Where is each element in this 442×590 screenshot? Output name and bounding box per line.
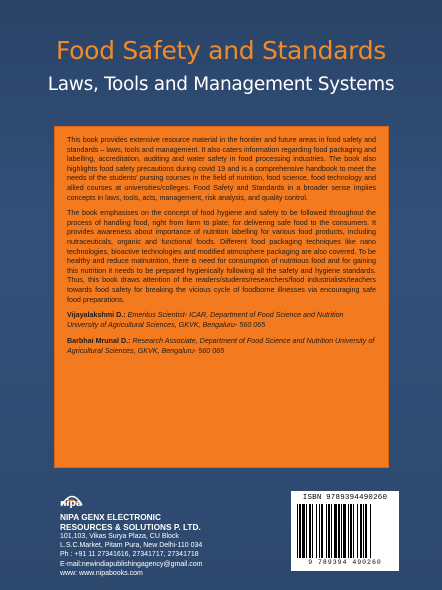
publisher-name-line-1: NIPA GENX ELECTRONIC <box>60 512 161 522</box>
publisher-website: www: www.nipabooks.com <box>60 569 143 577</box>
barcode-bar <box>363 504 364 558</box>
barcode-bar <box>331 504 332 558</box>
publisher-address-line: 101,103, Vikas Surya Plaza, CU Block <box>60 533 179 540</box>
barcode-bar <box>302 504 305 558</box>
book-title: Food Safety and Standards <box>55 36 387 65</box>
isbn-prefix: ISBN <box>302 494 322 502</box>
book-subtitle: Laws, Tools and Management Systems <box>47 74 395 95</box>
author-2-name: Barbhai Mrunal D.: <box>67 337 131 346</box>
isbn-number: 9789394490260 <box>326 494 388 502</box>
barcode-bar <box>338 504 340 558</box>
barcode-bar <box>365 504 367 558</box>
isbn-label <box>291 494 399 502</box>
description-panel <box>54 126 389 468</box>
barcode-bar <box>353 504 354 558</box>
barcode-bar <box>309 504 311 558</box>
description-paragraph-2: The book emphasises on the concept of food hygiene and safety to be followed throughout the process of handling food, right from farm to plate; for delivering safe food to the consumers. It provides awareness about importance of nutrition labelling for various food products, including nutraceuticals, organic and functional foods. Different food packaging techniques like nano technologies, bioactive technologies and modified atmosphere packaging are also covered. To be healthy and reduce malnutrition, there is need for consumption of nutritious food and for gaining this nutrition it needs to be prepared hygienically following all the safety and hygiene standards. Thus, this book draws attention of the readers/students/researchers/food industrialists/teachers towards food safety for breaking the vicious cycle of foodborne illnesses via encouraging safe food preparations. <box>67 209 376 304</box>
barcode-bar <box>326 504 327 558</box>
author-1-affiliation: Emeritus Scientist- ICAR, Department of Food Science and Nutrition University of Agricultural Sciences, GKVK, Bengaluru- 560 065 <box>67 311 344 329</box>
barcode-bar <box>357 504 358 558</box>
barcode-bar <box>328 504 330 558</box>
publisher-logo-text: nipa <box>60 499 83 509</box>
barcode-bar <box>341 504 342 558</box>
author-2-affiliation: Research Associate, Department of Food Science and Nutrition University of Agricultural Sciences, GKVK, Bengaluru- 560 065 <box>67 337 375 355</box>
publisher-address-line: L.S.C.Market, Pitam Pura, New Delhi-110 034 <box>60 542 203 550</box>
publisher-name-line-2: RESOURCES & SOLUTIONS P. LTD. <box>60 522 201 532</box>
barcode-bar <box>299 504 301 558</box>
author-2 <box>67 337 376 356</box>
barcode-bar <box>348 504 349 558</box>
author-1-name: Vijayalakshmi D.: <box>67 311 126 320</box>
publisher-info <box>60 512 203 578</box>
barcode-bars <box>297 504 393 558</box>
publisher-phone: Ph : +91 11 27341616, 27341717, 27341718 <box>60 551 199 559</box>
description-paragraph-1: This book provides extensive resource material in the frontier and future areas in food safety and standards – laws, tools and management. It also caters information regarding food packaging and labelling, accreditation, auditing and water safety in food processing industries. The book also highlights food safety precautions during covid 19 and is a comprehensive handbook to meet the needs of the students' pursing courses in the field of nutrition, food science, food technology and allied courses at universities/colleges. Food Safety and Standards in a broader sense implies concepts in laws, tools, acts, management, risk analysis, and quality control. <box>67 136 376 202</box>
barcode-bar <box>306 504 307 558</box>
barcode-bar <box>350 504 352 558</box>
isbn-barcode <box>291 491 399 571</box>
barcode-bar <box>343 504 346 558</box>
barcode-number: 9 789394 490260 <box>308 559 382 566</box>
barcode-bar <box>297 504 298 558</box>
barcode-bar <box>312 504 313 558</box>
barcode-bar <box>334 504 337 558</box>
publisher-email: E-mail:newindiapublishingagency@gmail.com <box>60 560 203 568</box>
author-1 <box>67 311 376 330</box>
barcode-bar <box>321 504 323 558</box>
barcode-bar <box>316 504 317 558</box>
barcode-bar <box>360 504 362 558</box>
barcode-bar <box>319 504 320 558</box>
barcode-bar <box>370 504 371 558</box>
